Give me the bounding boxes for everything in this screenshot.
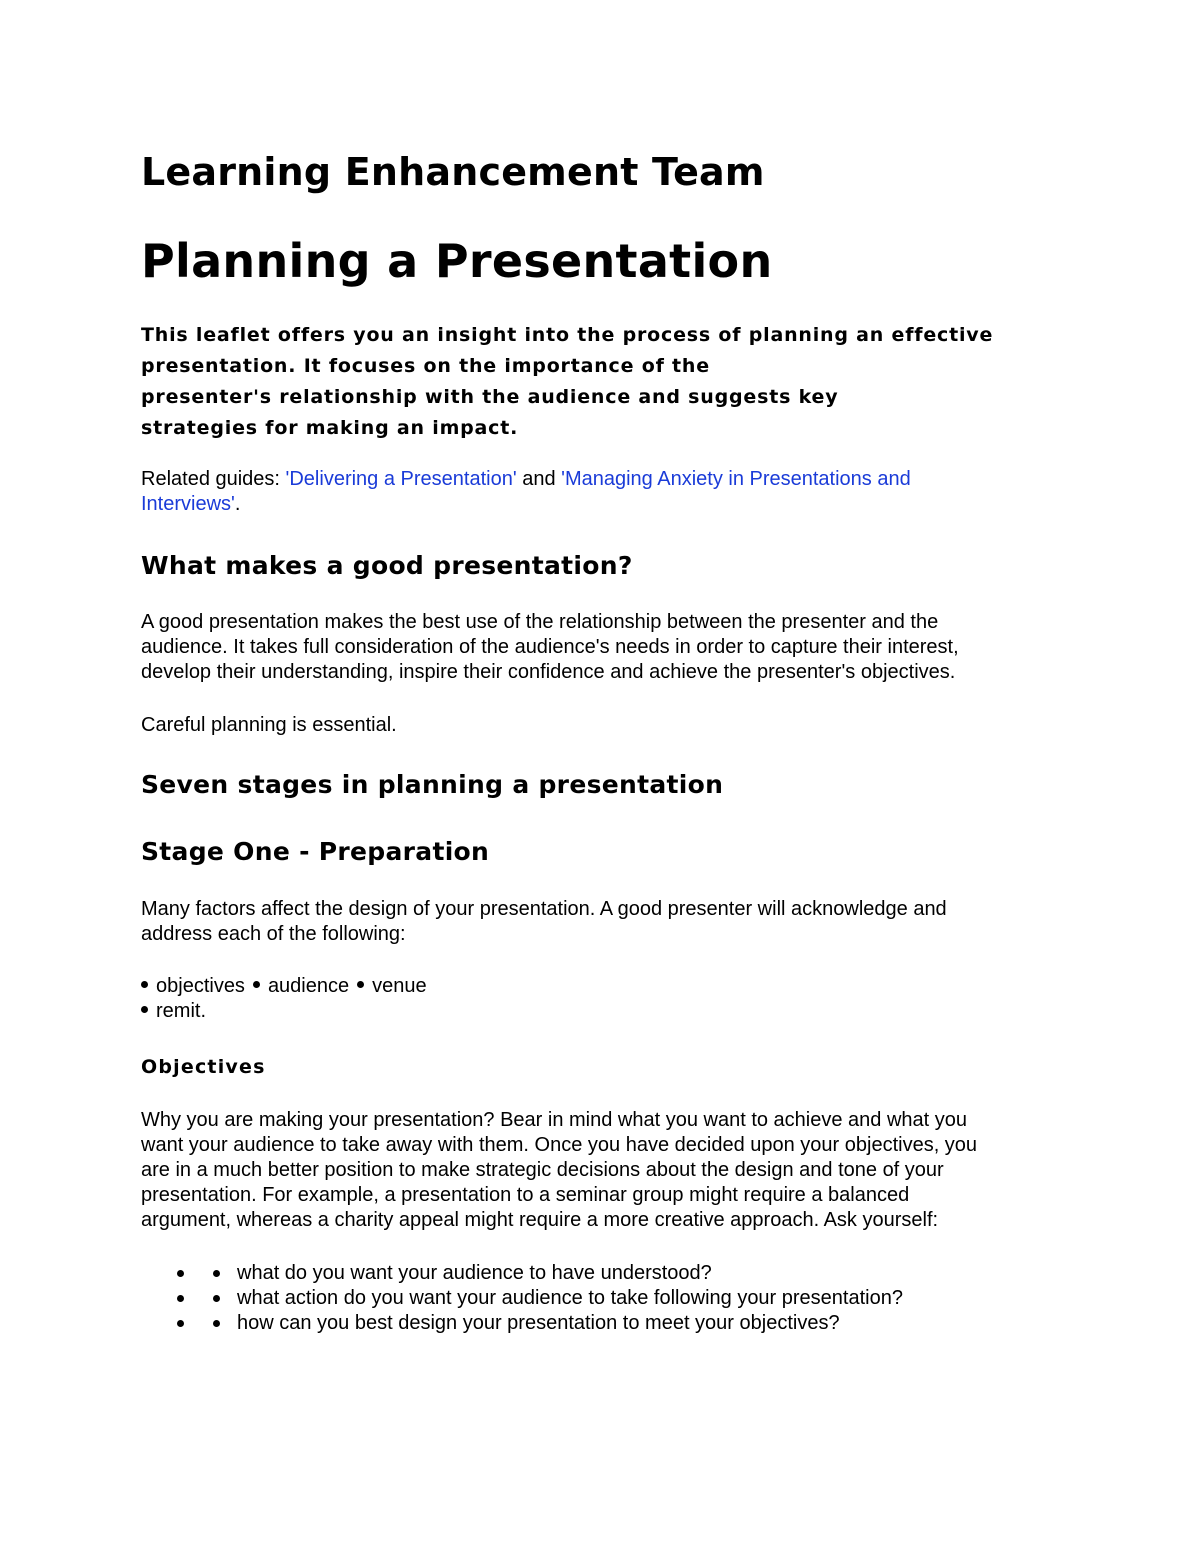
good-presentation-paragraph xyxy=(141,610,1061,685)
team-heading: Learning Enhancement Team xyxy=(141,150,765,194)
bullet-icon xyxy=(141,981,148,988)
intro-paragraph xyxy=(141,320,1041,444)
related-line-1 xyxy=(141,467,1061,492)
paragraph-line: Why you are making your presentation? Bear in mind what you want to achieve and what you xyxy=(141,1109,968,1131)
list-item: audience xyxy=(267,975,350,997)
bullet-icon xyxy=(213,1320,220,1327)
intro-line: This leaflet offers you an insight into the process of planning an effective xyxy=(141,324,994,346)
link-delivering-presentation[interactable]: 'Delivering a Presentation' xyxy=(285,468,517,490)
intro-line: strategies for making an impact. xyxy=(141,417,519,439)
heading-good-presentation: What makes a good presentation? xyxy=(141,551,633,580)
paragraph-line: A good presentation makes the best use of the relationship between the presenter and the xyxy=(141,611,939,633)
related-guides xyxy=(141,467,1061,517)
list-item: objectives xyxy=(156,975,245,997)
factors-list xyxy=(141,974,1061,1024)
question-item xyxy=(141,1286,1061,1311)
paragraph-line: develop their understanding, inspire their confidence and achieve the presenter's objectives. xyxy=(141,661,956,683)
bullet-icon xyxy=(213,1295,220,1302)
question-text: what do you want your audience to have understood? xyxy=(237,1262,712,1284)
stage-one-paragraph xyxy=(141,897,1061,947)
bullet-icon xyxy=(141,1006,148,1013)
careful-planning-note: Careful planning is essential. xyxy=(141,714,397,736)
page-title: Planning a Presentation xyxy=(141,234,773,288)
bullet-icon xyxy=(177,1270,184,1277)
paragraph-line: want your audience to take away with them. Once you have decided upon your objectives, you xyxy=(141,1134,978,1156)
bullet-icon xyxy=(253,981,260,988)
question-text: what action do you want your audience to take following your presentation? xyxy=(237,1287,903,1309)
intro-line: presenter's relationship with the audience and suggests key xyxy=(141,386,839,408)
paragraph-line: address each of the following: xyxy=(141,923,406,945)
related-middle: and xyxy=(516,468,562,490)
objectives-questions-list xyxy=(141,1261,1061,1336)
objectives-paragraph xyxy=(141,1108,1061,1233)
paragraph-line: are in a much better position to make strategic decisions about the design and tone of your xyxy=(141,1159,944,1181)
bullet-icon xyxy=(213,1270,220,1277)
paragraph-line: audience. It takes full consideration of the audience's needs in order to capture their interest, xyxy=(141,636,959,658)
heading-seven-stages: Seven stages in planning a presentation xyxy=(141,770,724,799)
bullet-icon xyxy=(357,981,364,988)
bullet-icon xyxy=(177,1320,184,1327)
related-suffix: . xyxy=(234,493,241,515)
heading-stage-one: Stage One - Preparation xyxy=(141,837,490,866)
list-item: venue xyxy=(372,975,427,997)
question-item xyxy=(141,1261,1061,1286)
question-item xyxy=(141,1311,1061,1336)
question-text: how can you best design your presentation to meet your objectives? xyxy=(237,1312,840,1334)
factors-row-1 xyxy=(141,974,1061,999)
paragraph-line: argument, whereas a charity appeal might require a more creative approach. Ask yourself: xyxy=(141,1209,939,1231)
related-line-2 xyxy=(141,492,1061,517)
paragraph-line: Many factors affect the design of your presentation. A good presenter will acknowledge and xyxy=(141,898,947,920)
link-managing-anxiety-cont[interactable]: Interviews' xyxy=(141,493,235,515)
paragraph-line: presentation. For example, a presentation to a seminar group might require a balanced xyxy=(141,1184,910,1206)
list-item: remit. xyxy=(156,1000,206,1022)
intro-line: presentation. It focuses on the importance of the xyxy=(141,355,710,377)
related-prefix: Related guides: xyxy=(141,468,286,490)
bullet-icon xyxy=(177,1295,184,1302)
link-managing-anxiety[interactable]: 'Managing Anxiety in Presentations and xyxy=(561,468,911,490)
factors-row-2 xyxy=(141,999,1061,1024)
heading-objectives: Objectives xyxy=(141,1056,266,1078)
